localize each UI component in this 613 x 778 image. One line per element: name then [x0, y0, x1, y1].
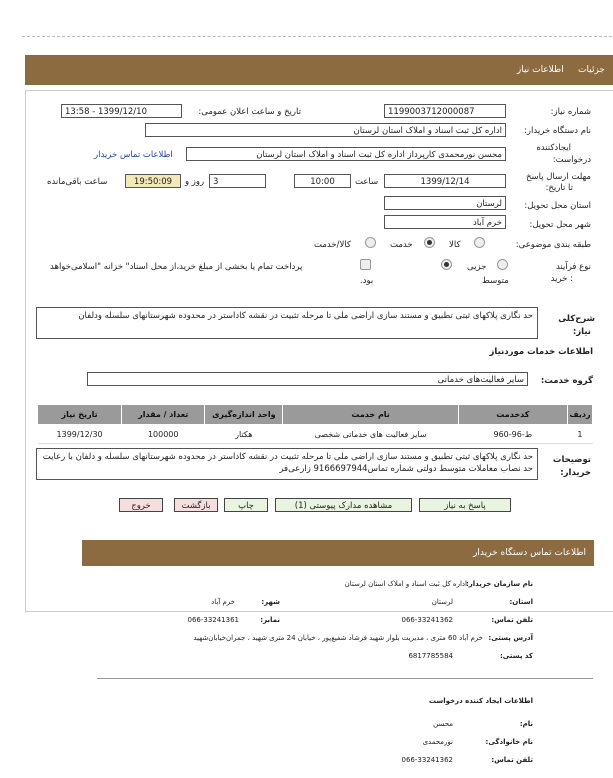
days-field: 3 [209, 174, 266, 188]
category-service-label: خدمت [390, 240, 413, 250]
contact-phone-label: تلفن تماس: [491, 616, 533, 624]
contact-separator [97, 678, 593, 679]
col-quantity: تعداد / مقدار [122, 405, 205, 425]
creator-section-title: اطلاعات ایجاد کننده درخواست [428, 697, 533, 705]
services-table [37, 404, 593, 444]
deadline-label-1: مهلت ارسال پاسخ [526, 172, 591, 182]
contact-address: خرم آباد 60 متری ، مدیریت بلوار شهید فرشاد شفیع‌پور ، خیابان 24 متری شهید ، جمران‌خیابان‌شهید [193, 634, 483, 642]
service-group-field: سایر فعالیت‌های خدماتی [87, 372, 528, 386]
creator-first-name: محسن [433, 720, 453, 728]
col-unit: واحد اندازه‌گیری [205, 405, 283, 425]
contact-fax: 066-33241361 [187, 616, 239, 624]
payment-note-line2: بود. [360, 276, 374, 286]
category-goods-service-label: کالا/خدمت [314, 240, 351, 250]
col-service-code: کدخدمت [458, 405, 567, 425]
services-section-title: اطلاعات خدمات موردنیاز [489, 347, 593, 357]
buyer-notes-label-1: توضیحات [552, 455, 591, 465]
summary-label-2: نیاز: [572, 327, 591, 337]
buyer-org-label: نام دستگاه خریدار: [524, 126, 591, 136]
contact-city-label: شهر: [261, 598, 280, 606]
summary-label-1: شرح‌کلی [558, 314, 595, 324]
process-label-1: نوع فرآیند [555, 262, 591, 272]
contact-buyer-name: اداره کل ثبت اسناد و املاک استان لرستان [344, 580, 467, 588]
category-goods-radio[interactable] [474, 237, 485, 248]
announce-label: تاریخ و ساعت اعلان عمومی: [198, 107, 301, 117]
reply-button[interactable]: پاسخ به نیاز [419, 498, 511, 512]
city-field: خرم آباد [384, 215, 506, 229]
contact-address-label: آدرس پستی: [488, 634, 533, 642]
city-label: شهر محل تحویل: [529, 220, 591, 230]
details-header-band [25, 55, 613, 85]
cell-quantity: 100000 [122, 425, 205, 444]
col-need-date: تاریخ نیاز [38, 405, 122, 425]
contact-province-label: استان: [509, 598, 533, 606]
view-attachments-button[interactable]: مشاهده مدارک پیوستی (1) [275, 498, 412, 512]
contact-province: لرستان [431, 598, 453, 606]
contact-postal: 6817785584 [408, 652, 453, 660]
cell-need-date: 1399/12/30 [38, 425, 122, 444]
remaining-label: ساعت باقی‌مانده [47, 177, 108, 187]
contact-city: خرم آباد [211, 598, 235, 606]
creator-last-name-label: نام خانوادگی: [485, 738, 533, 746]
exit-button[interactable]: خروج [119, 498, 163, 512]
announce-field: 1399/12/10 - 13:58 [61, 104, 182, 118]
process-medium-radio[interactable] [441, 259, 452, 270]
need-summary-text: حد نگاری پلاکهای ثبتی تطبیق و مستند سازی اراضی ملی تا مرحله تثبیت در نقشه کاداستر در محدوده شهرستانهای سلسله ودلفان [36, 307, 538, 339]
process-partial-radio[interactable] [497, 259, 508, 270]
category-label: طبقه بندی موضوعی: [515, 240, 591, 250]
contact-phone: 066-33241362 [401, 616, 453, 624]
col-service-name: نام خدمت [283, 405, 458, 425]
tab-need-info[interactable]: اطلاعات نیاز [516, 65, 564, 75]
need-number-field: 1199003712000087 [384, 104, 506, 118]
buyer-notes-label-2: خریدار: [560, 468, 591, 478]
contact-header-band [82, 540, 594, 566]
payment-note-line1: پرداخت تمام یا بخشی از مبلغ خرید،از محل اسناد" خزانه "اسلامی‌خواهد [50, 262, 303, 272]
buyer-org-field: اداره کل ثبت اسناد و املاک استان لرستان [145, 123, 506, 137]
treasury-payment-checkbox[interactable] [360, 259, 371, 270]
remaining-time-field: 19:50:09 [125, 174, 181, 188]
buyer-notes-text: حد نگاری پلاکهای ثبتی تطبیق و مستند سازی اراضی ملی تا مرحله تثبیت در نقشه کاداستر در محدوده شهرستانهای سلسله و دلفان با رعایت حد نصاب معاملات متوسط دولتی شماره تماس9166697944 زارعی‌فر [36, 448, 538, 480]
contact-fax-label: نمابر: [260, 616, 280, 624]
table-row [38, 425, 593, 444]
contact-postal-label: کد پستی: [499, 652, 533, 660]
creator-phone-label: تلفن تماس: [491, 756, 533, 764]
deadline-date-field: 1399/12/14 [384, 174, 506, 188]
process-label-2: : خرید [550, 274, 573, 284]
print-button[interactable]: چاپ [224, 498, 268, 512]
cell-row: 1 [567, 425, 592, 444]
top-divider [22, 36, 612, 37]
cell-service-code: ط-96-960 [458, 425, 567, 444]
creator-field: محسن نورمحمدی کارپرداز اداره کل ثبت اسناد و املاک استان لرستان [186, 147, 506, 161]
deadline-time-field: 10:00 [294, 174, 351, 188]
contact-buyer-name-label: نام سازمان خریدار: [465, 580, 533, 588]
contact-band-title: اطلاعات تماس دستگاه خریدار [473, 548, 586, 558]
cell-service-name: سایر فعالیت های خدماتی شخصی [283, 425, 458, 444]
back-button[interactable]: بازگشت [174, 498, 218, 512]
creator-phone: 066-33241362 [401, 756, 453, 764]
category-service-radio[interactable] [424, 237, 435, 248]
deadline-time-label: ساعت [355, 177, 379, 187]
tab-details[interactable]: جزئیات [578, 65, 605, 75]
creator-label-2: درخواست: [552, 155, 591, 165]
creator-last-name: نورمحمدی [422, 738, 453, 746]
province-field: لرستان [384, 196, 506, 210]
cell-unit: هکتار [205, 425, 283, 444]
province-label: استان محل تحویل: [524, 201, 591, 211]
days-label: روز و [185, 177, 205, 187]
buyer-contact-link[interactable]: اطلاعات تماس خریدار [94, 150, 173, 160]
service-group-label: گروه خدمت: [540, 376, 593, 386]
process-partial-label: جزیی [467, 262, 487, 272]
category-goods-service-radio[interactable] [365, 237, 376, 248]
deadline-label-2: تا تاریخ: [545, 183, 573, 193]
process-medium-label: متوسط [482, 276, 509, 286]
creator-label-1: ایجادکننده [536, 143, 571, 153]
creator-first-name-label: نام: [519, 720, 533, 728]
category-goods-label: کالا [449, 240, 461, 250]
need-number-label: شماره نیاز: [550, 107, 591, 117]
services-table-header [38, 405, 593, 425]
col-row: ردیف [567, 405, 592, 425]
